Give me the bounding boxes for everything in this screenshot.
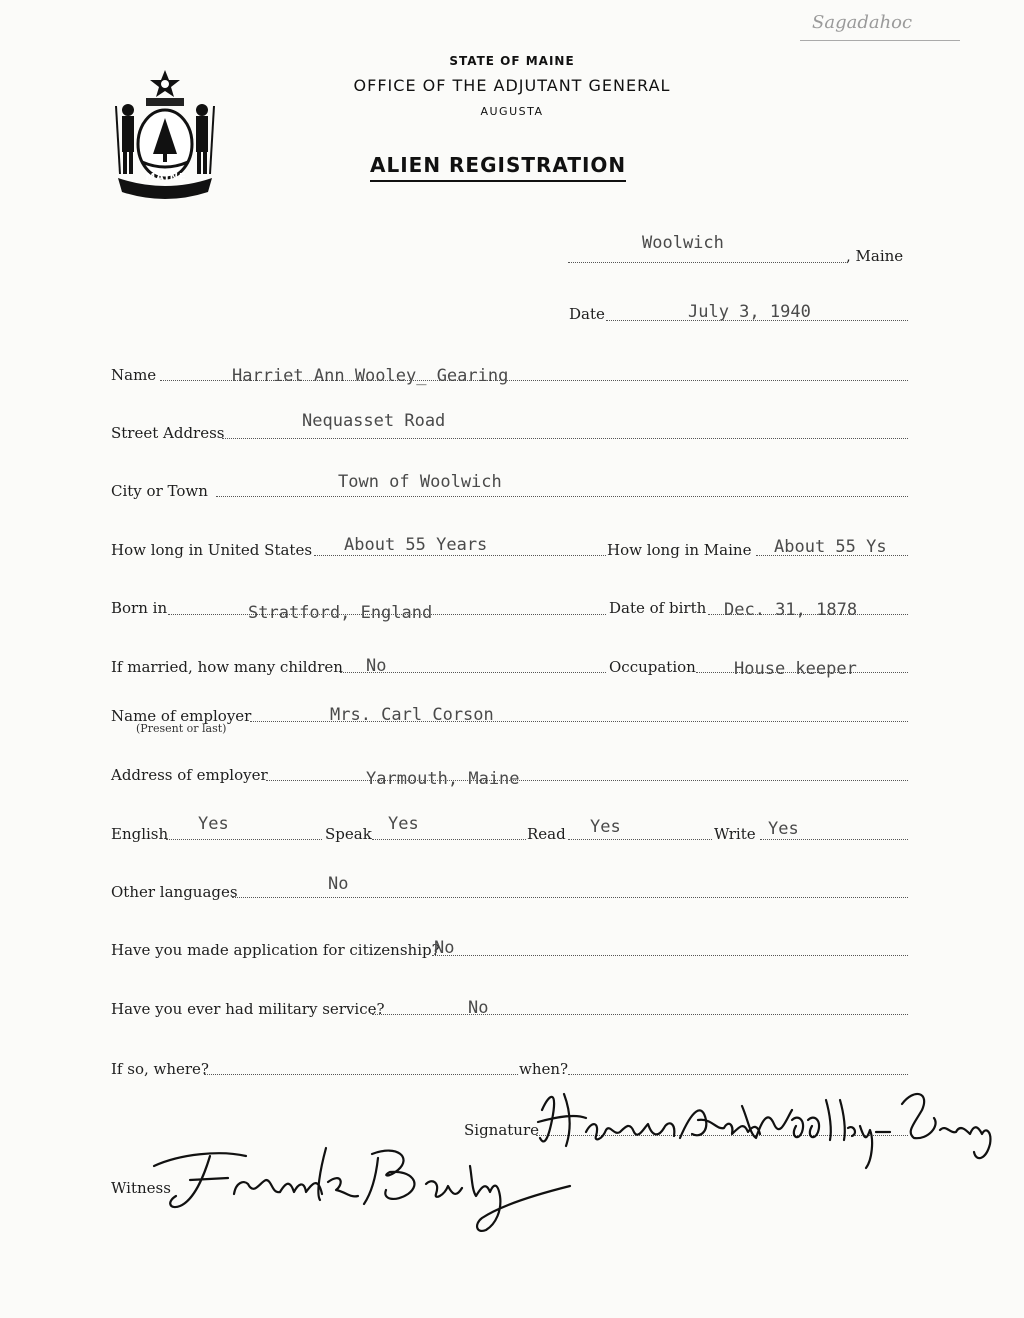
citizenship-label: Have you made application for citizenship? — [111, 941, 440, 959]
employer-sublabel: (Present or last) — [136, 722, 227, 735]
other-languages-value: No — [328, 874, 349, 894]
state-label: , Maine — [846, 247, 904, 265]
children-value: No — [366, 656, 387, 676]
other-languages-label: Other languages — [111, 883, 238, 901]
other-languages-line — [232, 897, 908, 898]
name-label: Name — [111, 366, 157, 384]
when-line — [568, 1074, 908, 1075]
born-in-value: Stratford, England — [248, 603, 433, 623]
children-label: If married, how many children — [111, 658, 343, 676]
city-label: City or Town — [111, 482, 208, 500]
write-label: Write — [714, 825, 756, 843]
witness-signature — [150, 1136, 580, 1236]
employer-address-line — [266, 780, 908, 781]
county-pencil-note: Sagadahoc — [812, 12, 913, 33]
employer-address-label: Address of employer — [111, 766, 268, 784]
office-heading: OFFICE OF THE ADJUTANT GENERAL — [353, 76, 671, 95]
city-line — [216, 496, 908, 497]
speak-line — [372, 839, 526, 840]
state-heading: STATE OF MAINE — [449, 54, 575, 68]
town-value: Woolwich — [642, 233, 724, 253]
maine-time-label: How long in Maine — [607, 541, 752, 559]
read-line — [568, 839, 712, 840]
applicant-signature — [530, 1080, 1000, 1170]
employer-label: Name of employer — [111, 707, 252, 725]
street-label: Street Address — [111, 424, 225, 442]
dob-label: Date of birth — [609, 599, 707, 617]
pencil-underline — [800, 40, 960, 41]
employer-value: Mrs. Carl Corson — [330, 705, 494, 725]
form-title: ALIEN REGISTRATION — [370, 153, 626, 182]
citizenship-line — [432, 955, 908, 956]
town-line — [568, 262, 846, 263]
speak-label: Speak — [325, 825, 372, 843]
witness-label: Witness — [111, 1179, 171, 1197]
occupation-value: House keeper — [734, 659, 857, 679]
read-label: Read — [527, 825, 566, 843]
military-value: No — [468, 998, 489, 1018]
citizenship-value: No — [434, 938, 455, 958]
military-line — [372, 1014, 908, 1015]
speak-value: Yes — [388, 814, 419, 834]
english-line — [166, 839, 322, 840]
us-time-value: About 55 Years — [344, 535, 488, 555]
where-line — [204, 1074, 518, 1075]
english-label: English — [111, 825, 169, 843]
signature-label: Signature — [464, 1121, 540, 1139]
seal-banner-text: MAINE — [145, 172, 187, 183]
street-value: Nequasset Road — [302, 411, 446, 431]
city-value: Town of Woolwich — [338, 472, 502, 492]
name-value: Harriet Ann Wooley_ Gearing — [232, 366, 509, 386]
maine-time-value: About 55 Ys — [774, 537, 887, 557]
date-value: July 3, 1940 — [688, 302, 811, 322]
when-label: when? — [519, 1060, 569, 1078]
write-value: Yes — [768, 819, 799, 839]
where-label: If so, where? — [111, 1060, 209, 1078]
born-in-label: Born in — [111, 599, 168, 617]
us-time-label: How long in United States — [111, 541, 313, 559]
write-line — [760, 839, 908, 840]
dob-value: Dec. 31, 1878 — [724, 600, 858, 620]
street-line — [222, 438, 908, 439]
state-seal-icon — [112, 66, 218, 206]
occupation-label: Occupation — [609, 658, 696, 676]
us-time-line — [314, 555, 606, 556]
english-value: Yes — [198, 814, 229, 834]
city-heading: AUGUSTA — [480, 105, 544, 118]
read-value: Yes — [590, 817, 621, 837]
date-label: Date — [569, 305, 605, 323]
employer-address-value: Yarmouth, Maine — [366, 769, 520, 789]
military-label: Have you ever had military service? — [111, 1000, 385, 1018]
